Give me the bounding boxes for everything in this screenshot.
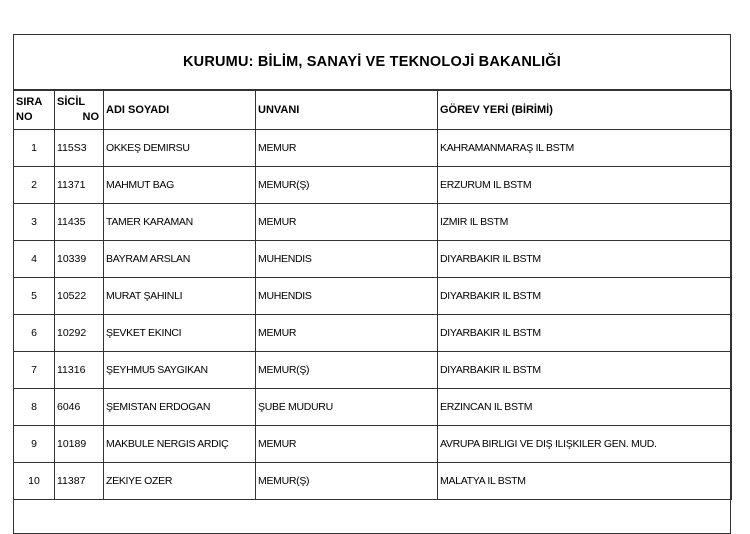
location-cell: DIYARBAKIR IL BSTM (438, 352, 732, 389)
table-row (14, 278, 732, 315)
location-cell: ERZURUM IL BSTM (438, 167, 732, 204)
table-row (14, 241, 732, 278)
sicil-cell: 11316 (55, 352, 104, 389)
sira-cell: 8 (14, 389, 55, 426)
title-cell: MEMUR(Ş) (256, 352, 438, 389)
sicil-cell: 10292 (55, 315, 104, 352)
table-row (14, 167, 732, 204)
location-cell: MALATYA IL BSTM (438, 463, 732, 500)
table-row (14, 315, 732, 352)
name-cell: TAMER KARAMAN (104, 204, 256, 241)
table-row (14, 389, 732, 426)
name-cell: ŞEVKET EKINCI (104, 315, 256, 352)
sicil-cell: 11387 (55, 463, 104, 500)
title-cell: MEMUR (256, 204, 438, 241)
location-cell: AVRUPA BIRLIGI VE DIŞ ILIŞKILER GEN. MUD. (438, 426, 732, 463)
title-cell: MEMUR(Ş) (256, 167, 438, 204)
sicil-cell: 10522 (55, 278, 104, 315)
sicil-cell: 10189 (55, 426, 104, 463)
location-cell: DIYARBAKIR IL BSTM (438, 241, 732, 278)
location-cell: DIYARBAKIR IL BSTM (438, 315, 732, 352)
personnel-table (13, 90, 732, 500)
name-cell: MURAT ŞAHINLI (104, 278, 256, 315)
name-cell: ŞEYHMU5 SAYGIKAN (104, 352, 256, 389)
sicil-cell: 11371 (55, 167, 104, 204)
title-cell: MEMUR (256, 426, 438, 463)
table-row (14, 204, 732, 241)
header-row (14, 91, 732, 130)
table-row (14, 352, 732, 389)
title-cell: MUHENDIS (256, 241, 438, 278)
table-row (14, 463, 732, 500)
location-cell: DIYARBAKIR IL BSTM (438, 278, 732, 315)
sira-cell: 2 (14, 167, 55, 204)
sira-cell: 6 (14, 315, 55, 352)
header-sira-no (14, 91, 55, 130)
sira-cell: 5 (14, 278, 55, 315)
location-cell: IZMIR IL BSTM (438, 204, 732, 241)
sicil-cell: 11435 (55, 204, 104, 241)
header-adi-soyadi: ADI SOYADI (104, 91, 256, 130)
header-sira-line1: SIRA (16, 96, 43, 108)
name-cell: MAHMUT BAG (104, 167, 256, 204)
table-row (14, 426, 732, 463)
name-cell: ŞEMISTAN ERDOGAN (104, 389, 256, 426)
name-cell: MAKBULE NERGIS ARDIÇ (104, 426, 256, 463)
sira-cell: 10 (14, 463, 55, 500)
title-cell: ŞUBE MUDURU (256, 389, 438, 426)
header-sicil-line1: SİCİL (57, 96, 86, 108)
header-sicil-line2: NO (82, 111, 99, 123)
title-cell: MEMUR(Ş) (256, 463, 438, 500)
name-cell: BAYRAM ARSLAN (104, 241, 256, 278)
header-unvani: UNVANI (256, 91, 438, 130)
sicil-cell: 115S3 (55, 130, 104, 167)
name-cell: ZEKIYE OZER (104, 463, 256, 500)
sira-cell: 3 (14, 204, 55, 241)
title-row (14, 35, 730, 90)
document-sheet (13, 34, 731, 534)
header-sira-line2: NO (16, 111, 33, 123)
sicil-cell: 6046 (55, 389, 104, 426)
name-cell: OKKEŞ DEMIRSU (104, 130, 256, 167)
sira-cell: 7 (14, 352, 55, 389)
sicil-cell: 10339 (55, 241, 104, 278)
sira-cell: 4 (14, 241, 55, 278)
header-sicil-no (55, 91, 104, 130)
sira-cell: 1 (14, 130, 55, 167)
location-cell: ERZINCAN IL BSTM (438, 389, 732, 426)
header-gorev-yeri: GÖREV YERİ (BİRİMİ) (438, 91, 732, 130)
page-title: KURUMU: BİLİM, SANAYİ VE TEKNOLOJİ BAKANLIĞI (182, 54, 562, 70)
table-body (14, 130, 732, 500)
sira-cell: 9 (14, 426, 55, 463)
title-cell: MUHENDIS (256, 278, 438, 315)
table-row (14, 130, 732, 167)
title-cell: MEMUR (256, 130, 438, 167)
title-cell: MEMUR (256, 315, 438, 352)
location-cell: KAHRAMANMARAŞ IL BSTM (438, 130, 732, 167)
